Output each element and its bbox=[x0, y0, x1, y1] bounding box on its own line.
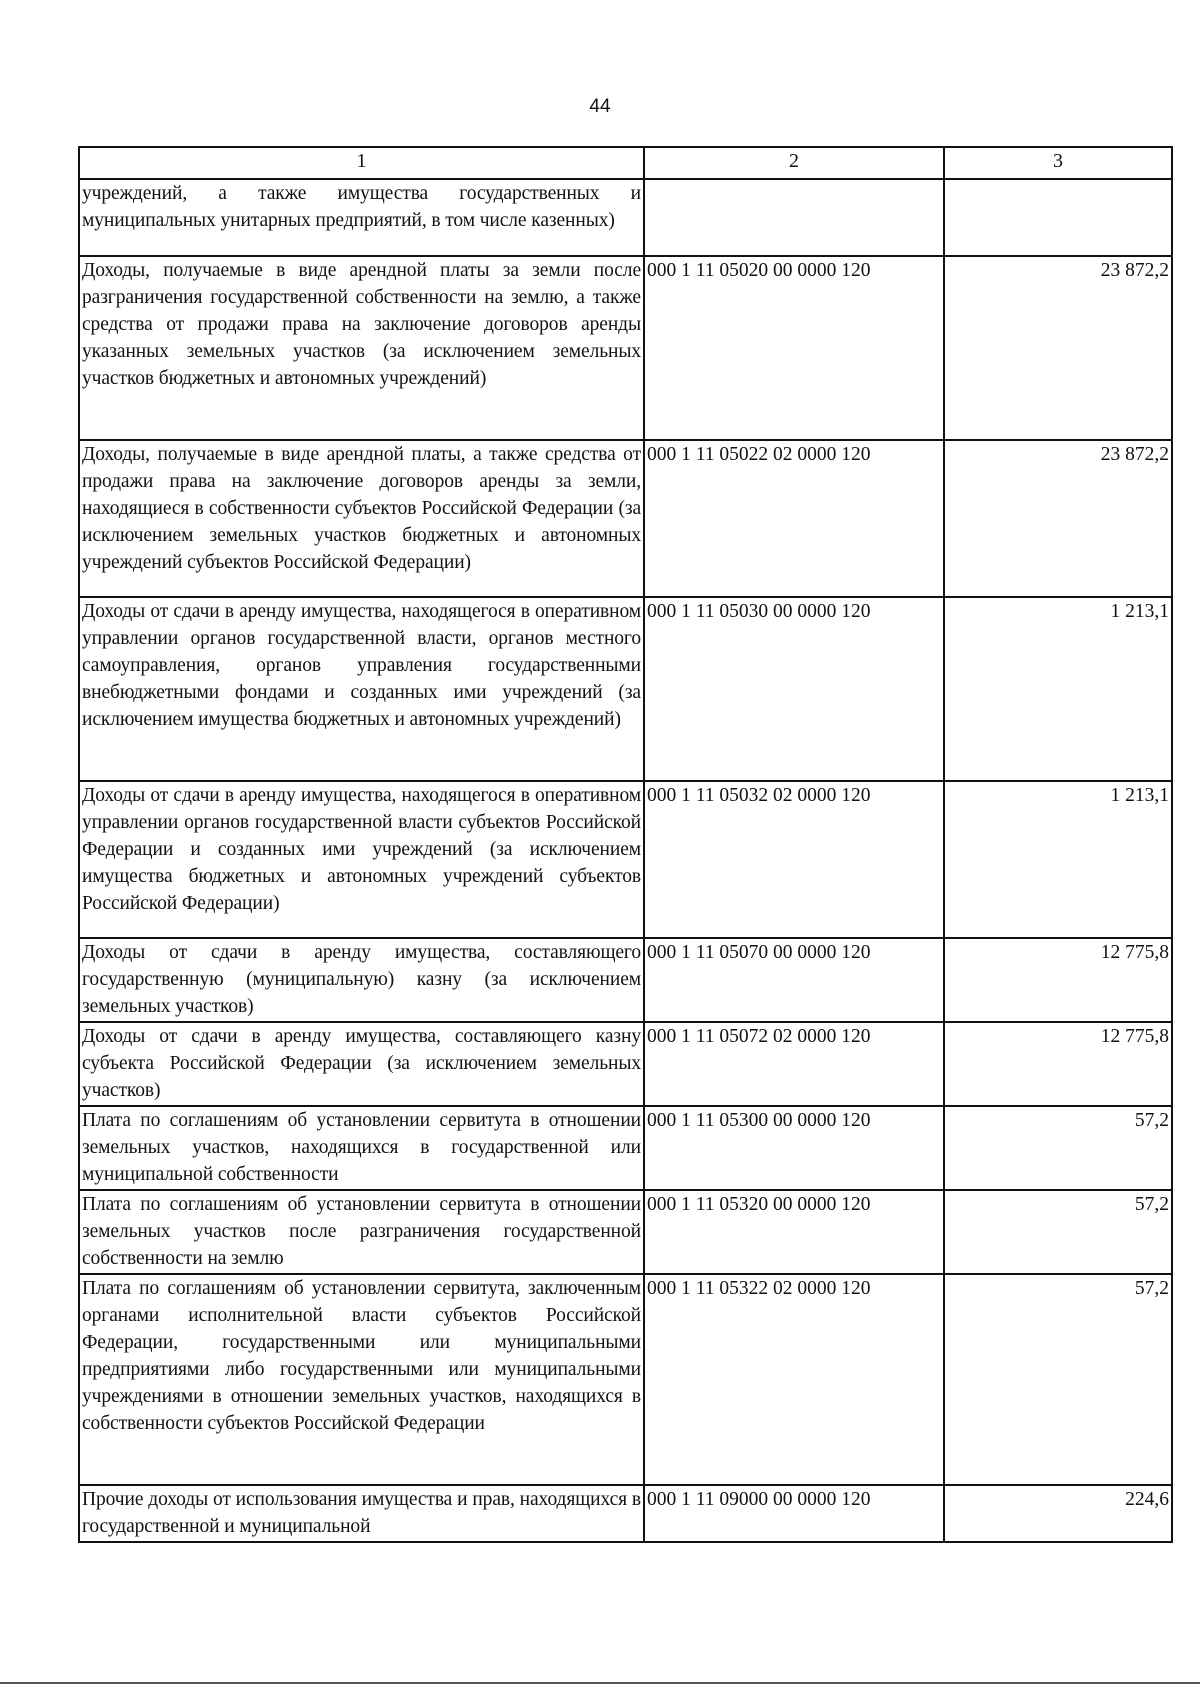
row-amount: 57,2 bbox=[944, 1106, 1172, 1190]
table-header-row bbox=[79, 147, 1172, 179]
row-amount: 23 872,2 bbox=[944, 440, 1172, 597]
row-description: Доходы от сдачи в аренду имущества, составляющего казну субъекта Российской Федерации (за исключением земельных участков) bbox=[79, 1022, 644, 1106]
table-row bbox=[79, 1274, 1172, 1485]
row-amount: 1 213,1 bbox=[944, 781, 1172, 938]
page-number: 44 bbox=[589, 96, 611, 117]
column-header-code: 2 bbox=[644, 147, 944, 179]
row-description: Плата по соглашениям об установлении сервитута в отношении земельных участков, находящихся в государственной или муниципальной собственности bbox=[79, 1106, 644, 1190]
row-amount: 12 775,8 bbox=[944, 938, 1172, 1022]
table-row bbox=[79, 1190, 1172, 1274]
column-header-description: 1 bbox=[79, 147, 644, 179]
row-code: 000 1 11 05072 02 0000 120 bbox=[644, 1022, 944, 1106]
row-amount: 57,2 bbox=[944, 1190, 1172, 1274]
row-amount: 1 213,1 bbox=[944, 597, 1172, 781]
row-description: Прочие доходы от использования имущества и прав, находящихся в государственной и муниципальной bbox=[79, 1485, 644, 1542]
table-row bbox=[79, 781, 1172, 938]
revenue-table bbox=[78, 146, 1173, 1543]
row-code: 000 1 11 05030 00 0000 120 bbox=[644, 597, 944, 781]
row-description: Доходы от сдачи в аренду имущества, находящегося в оперативном управлении органов государственной власти, органов местного самоуправления, органов управления государственными внебюджетными фондами и созданных ими учреждений (за исключением имущества бюджетных и автономных учреждений) bbox=[79, 597, 644, 781]
row-description: Доходы, получаемые в виде арендной платы, а также средства от продажи права на заключение договоров аренды за земли, находящиеся в собственности субъектов Российской Федерации (за исключением земельных участков бюджетных и автономных учреждений субъектов Российской Федерации) bbox=[79, 440, 644, 597]
row-code: 000 1 11 05032 02 0000 120 bbox=[644, 781, 944, 938]
row-code: 000 1 11 05070 00 0000 120 bbox=[644, 938, 944, 1022]
row-amount: 23 872,2 bbox=[944, 256, 1172, 440]
table-row bbox=[79, 1485, 1172, 1542]
row-code bbox=[644, 179, 944, 256]
table-row bbox=[79, 1106, 1172, 1190]
row-amount: 12 775,8 bbox=[944, 1022, 1172, 1106]
table-row bbox=[79, 597, 1172, 781]
row-amount: 224,6 bbox=[944, 1485, 1172, 1542]
row-code: 000 1 11 05322 02 0000 120 bbox=[644, 1274, 944, 1485]
row-description: Плата по соглашениям об установлении сервитута в отношении земельных участков после разграничения государственной собственности на землю bbox=[79, 1190, 644, 1274]
row-description: Доходы, получаемые в виде арендной платы за земли после разграничения государственной собственности на землю, а также средства от продажи права на заключение договоров аренды указанных земельных участков (за исключением земельных участков бюджетных и автономных учреждений) bbox=[79, 256, 644, 440]
row-code: 000 1 11 05320 00 0000 120 bbox=[644, 1190, 944, 1274]
table-row bbox=[79, 1022, 1172, 1106]
row-description: Плата по соглашениям об установлении сервитута, заключенным органами исполнительной власти субъектов Российской Федерации, государственными или муниципальными предприятиями либо государственными или муниципальными учреждениями в отношении земельных участков, находящихся в собственности субъектов Российской Федерации bbox=[79, 1274, 644, 1485]
row-code: 000 1 11 05300 00 0000 120 bbox=[644, 1106, 944, 1190]
table-row bbox=[79, 440, 1172, 597]
column-header-amount: 3 bbox=[944, 147, 1172, 179]
row-amount: 57,2 bbox=[944, 1274, 1172, 1485]
row-amount bbox=[944, 179, 1172, 256]
row-code: 000 1 11 05020 00 0000 120 bbox=[644, 256, 944, 440]
table-row bbox=[79, 256, 1172, 440]
bottom-rule bbox=[0, 1682, 1200, 1684]
row-description: Доходы от сдачи в аренду имущества, находящегося в оперативном управлении органов государственной власти субъектов Российской Федерации и созданных ими учреждений (за исключением имущества бюджетных и автономных учреждений субъектов Российской Федерации) bbox=[79, 781, 644, 938]
row-description: Доходы от сдачи в аренду имущества, составляющего государственную (муниципальную) казну (за исключением земельных участков) bbox=[79, 938, 644, 1022]
table-row bbox=[79, 938, 1172, 1022]
row-code: 000 1 11 09000 00 0000 120 bbox=[644, 1485, 944, 1542]
row-description: учреждений, а также имущества государственных и муниципальных унитарных предприятий, в том числе казенных) bbox=[79, 179, 644, 256]
table-row bbox=[79, 179, 1172, 256]
row-code: 000 1 11 05022 02 0000 120 bbox=[644, 440, 944, 597]
